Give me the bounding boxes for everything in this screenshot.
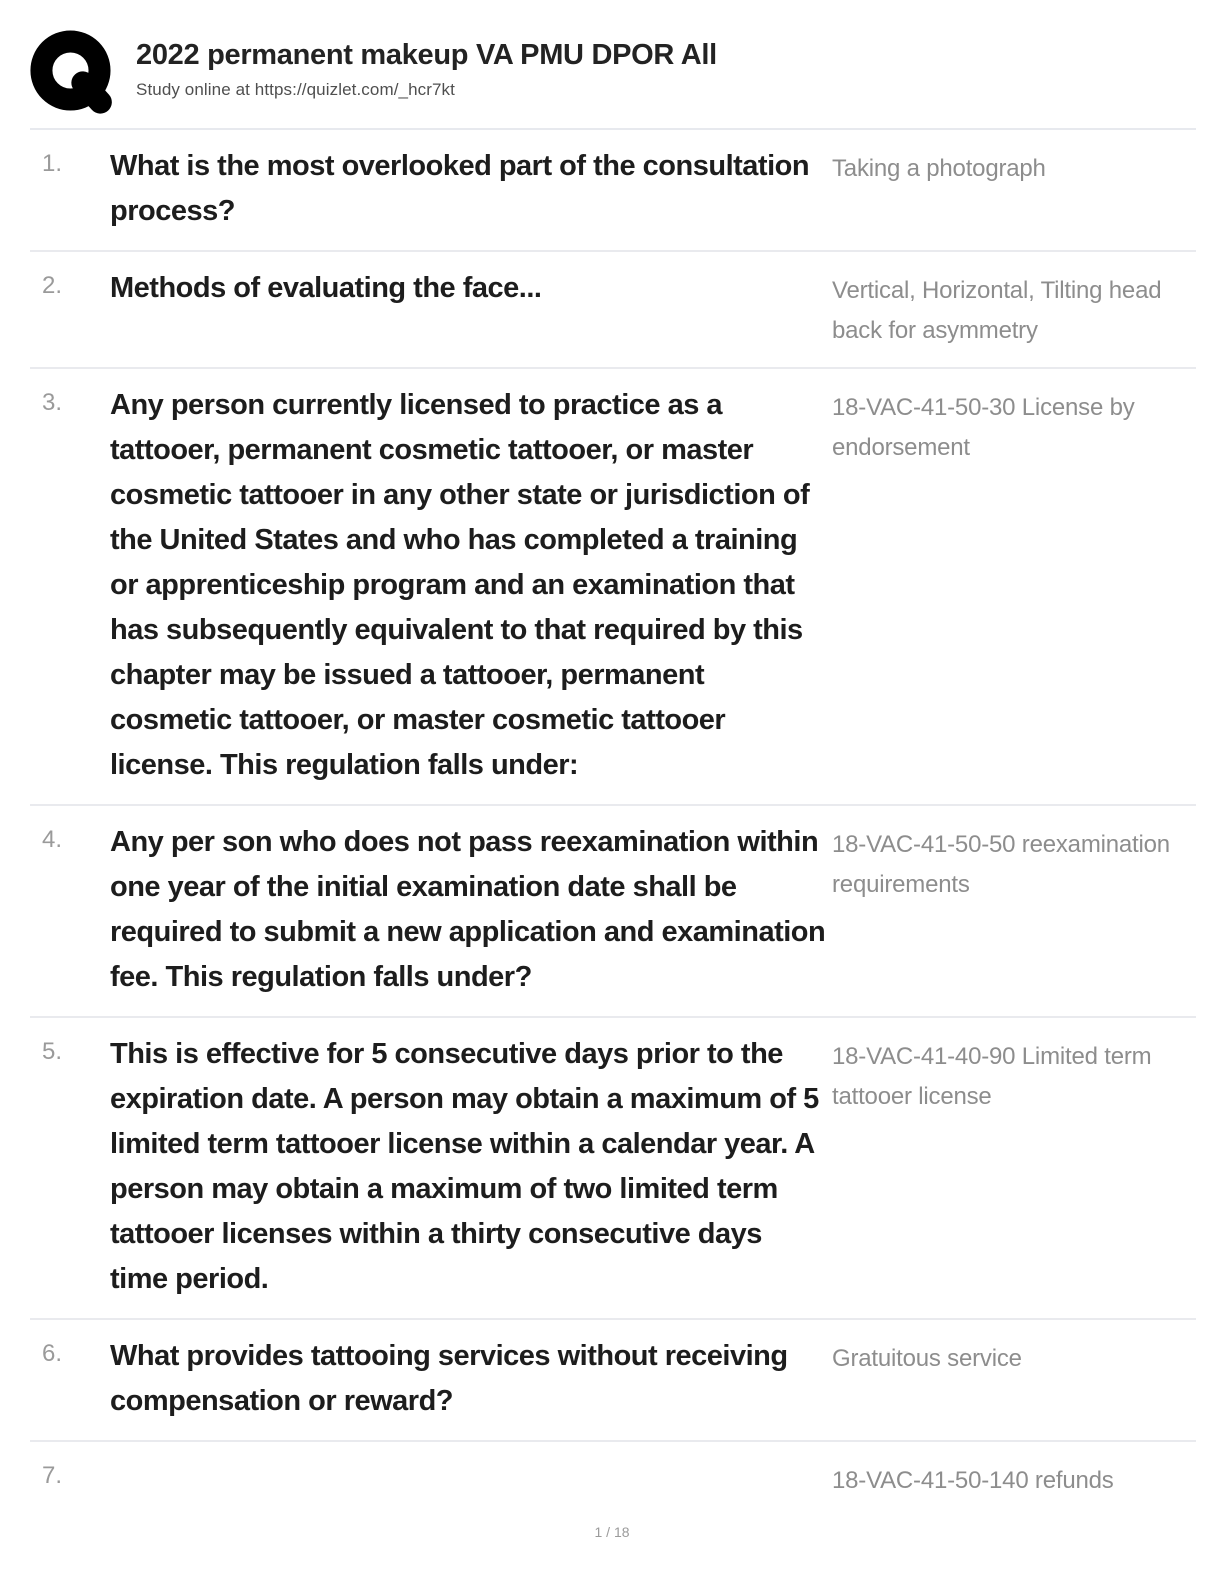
quizlet-q-icon [30, 30, 118, 118]
question-number: 7. [42, 1462, 63, 1489]
answer-text: Vertical, Horizontal, Tilting head back for asymmetry [832, 277, 1162, 344]
question-text: What provides tattooing services without receiving compensation or reward? [110, 1340, 788, 1417]
card-row [30, 1018, 1196, 1320]
answer-text: 18-VAC-41-50-30 License by endorsement [832, 394, 1135, 461]
question-number: 1. [42, 150, 63, 177]
card-list [30, 130, 1196, 1517]
question-number: 4. [42, 826, 63, 853]
study-set-link[interactable]: https://quizlet.com/_hcr7kt [254, 80, 455, 99]
answer-text: Taking a photograph [832, 155, 1046, 182]
question-text: What is the most overlooked part of the consultation process? [110, 150, 810, 227]
question-text: Methods of evaluating the face... [110, 272, 542, 304]
question-number: 5. [42, 1038, 63, 1065]
answer-text: 18-VAC-41-50-140 refunds [832, 1467, 1114, 1494]
answer-text: 18-VAC-41-50-50 reexamination requirements [832, 831, 1170, 898]
question-text: This is effective for 5 consecutive days prior to the expiration date. A person may obtain a maximum of 5 limited term tattooer license within a calendar year. A person may obtain a maximum of two limited term tattooer licenses within a thirty consecutive days time period. [110, 1038, 819, 1295]
page-number-indicator: 1 / 18 [594, 1524, 630, 1540]
card-row [30, 806, 1196, 1018]
answer-text: Gratuitous service [832, 1345, 1022, 1372]
subtitle-prefix: Study online at [136, 80, 255, 99]
page-title: 2022 permanent makeup VA PMU DPOR All [136, 39, 717, 71]
question-text: Any person currently licensed to practice as a tattooer, permanent cosmetic tattooer, or master cosmetic tattooer in any other state or jurisdiction of the United States and who has completed a training or apprenticeship program and an examination that has subsequently equivalent to that required by this chapter may be issued a tattooer, permanent cosmetic tattooer, or master cosmetic tattooer license. This regulation falls under: [110, 389, 810, 781]
question-text: Any per son who does not pass reexamination within one year of the initial examination date shall be required to submit a new application and examination fee. This regulation falls under? [110, 826, 826, 993]
question-number: 2. [42, 272, 63, 299]
card-row [30, 252, 1196, 369]
question-number: 6. [42, 1340, 63, 1367]
card-row [30, 130, 1196, 252]
card-row [30, 1442, 1196, 1517]
answer-text: 18-VAC-41-40-90 Limited term tattooer license [832, 1043, 1152, 1110]
page-subtitle [136, 80, 717, 100]
header-text [136, 30, 717, 100]
header [0, 0, 1224, 118]
question-number: 3. [42, 389, 63, 416]
card-row [30, 369, 1196, 806]
card-row [30, 1320, 1196, 1442]
